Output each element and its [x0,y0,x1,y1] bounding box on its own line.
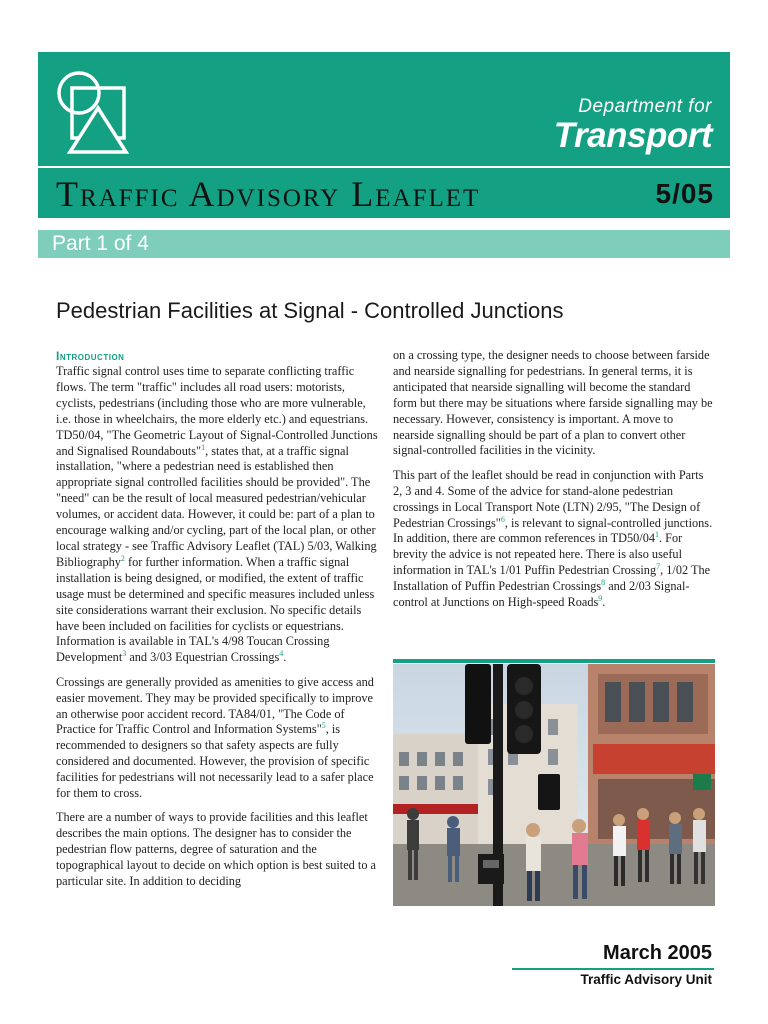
part-label: Part 1 of 4 [52,232,149,255]
leaflet-number: 5/05 [655,178,714,209]
footnote-ref: 2 [120,553,125,563]
paragraph: Crossings are generally provided as amenities to give access and easier movement. They may be provided specifically to improve an otherwise poor accident record. TA84/01, "The Code of Practice for Traffic Control and Information Systems"$^5$, is recommended to designers so that safety aspects are fully considered and documented. However, the provision of specific facilities for pedestrians will not necessarily lead to a safer place for them to cross. [56,674,374,801]
header-band [38,52,730,166]
footnote-ref: 3 [122,649,127,659]
footnote-ref: 5 [321,721,326,731]
document-title: Pedestrian Facilities at Signal - Controlled Junctions [56,298,564,323]
street-scene-illustration [393,664,715,906]
part-bar [38,230,730,258]
footnote-ref: 9 [598,594,603,603]
footnote-ref: 7 [656,562,661,572]
text-column-left [56,348,378,899]
footnote-ref: 6 [500,514,505,524]
introduction-heading: Introduction [56,349,125,363]
footnote-ref: 4 [279,649,284,659]
footnote-ref: 1 [655,530,660,540]
photo-top-rule [393,659,715,663]
paragraph: There are a number of ways to provide facilities and this leaflet describes the main options. The designer has to consider the pedestrian flow patterns, degree of saturation and the topographical layout to decide on which option is best suited to a particular site. In addition to deciding [56,810,376,889]
leaflet-title: Traffic Advisory Leaflet [56,174,481,214]
department-wordmark [554,96,712,154]
footnote-ref: 1 [201,442,206,452]
transport-text: Transport [553,116,712,155]
street-crossing-photo [393,664,715,906]
title-bar [38,168,730,218]
footnote-ref: 8 [601,578,606,588]
paragraph: on a crossing type, the designer needs to choose between farside and nearside signalling for pedestrians. In general terms, it is anticipated that nearside signalling will become the standard form but there may be situations where farside signalling may be necessary. However, consistency is important. A move to nearside signalling should be part of a plan to convert other signal-controlled facilities in the vicinity. [393,348,713,458]
publication-date: March 2005 [603,942,712,964]
issuing-unit: Traffic Advisory Unit [580,972,712,987]
paragraph: This part of the leaflet should be read in conjunction with Parts 2, 3 and 4. Some of the advice for stand-alone pedestrian crossings in Local Transport Note (LTN) 2/95, "The Design of Pedestrian Crossings"$^6$, is relevant to signal-controlled junctions. In addition, there are common references in TD50/04$^1$. For brevity the advice is not repeated here. There is also useful information in TAL's 1/01 Puffin Pedestrian Crossing$^7$, 1/02 The Installation of Puffin Pedestrian Crossings$^8$ and 2/03 Signal-control at Junctions on High-speed Roads$^9$. [393,467,713,610]
date-rule [512,968,714,970]
dept-for-text: Department for [578,96,712,117]
dft-logo-icon [56,70,148,160]
paragraph: Traffic signal control uses time to separate conflicting traffic flows. The term "traffic" includes all road users: motorists, cyclists, pedestrians (including those who are more vulnerable, i.e. those in wheelchairs, the more elderly etc.) and equestrians. TD50/04, "The Geometric Layout of Signal-Controlled Junctions and Signalised Roundabouts"$^1$, states that, at a traffic signal installation, "where a pedestrian need is established then appropriate signal controlled facilities should be provided". The "need" can be the result of local measured pedestrian/vehicular volumes, or accident data. However, it could be: part of a plan to encourage walking and/or cycling, part of the local plan, or other local strategy - see Traffic Advisory Leaflet (TAL) 5/03, Walking Bibliography$^2$ for further information. When a traffic signal installation is being designed, or modified, the extent of traffic usage must be determined and specific measures included unless site considerations warrant their exclusion. No specific details have been included on facilities for cyclists or equestrians. Information is available in TAL's 4/98 Toucan Crossing Development$^3$ and 3/03 Equestrian Crossings$^4$. [56,364,378,665]
text-column-right [393,348,715,620]
